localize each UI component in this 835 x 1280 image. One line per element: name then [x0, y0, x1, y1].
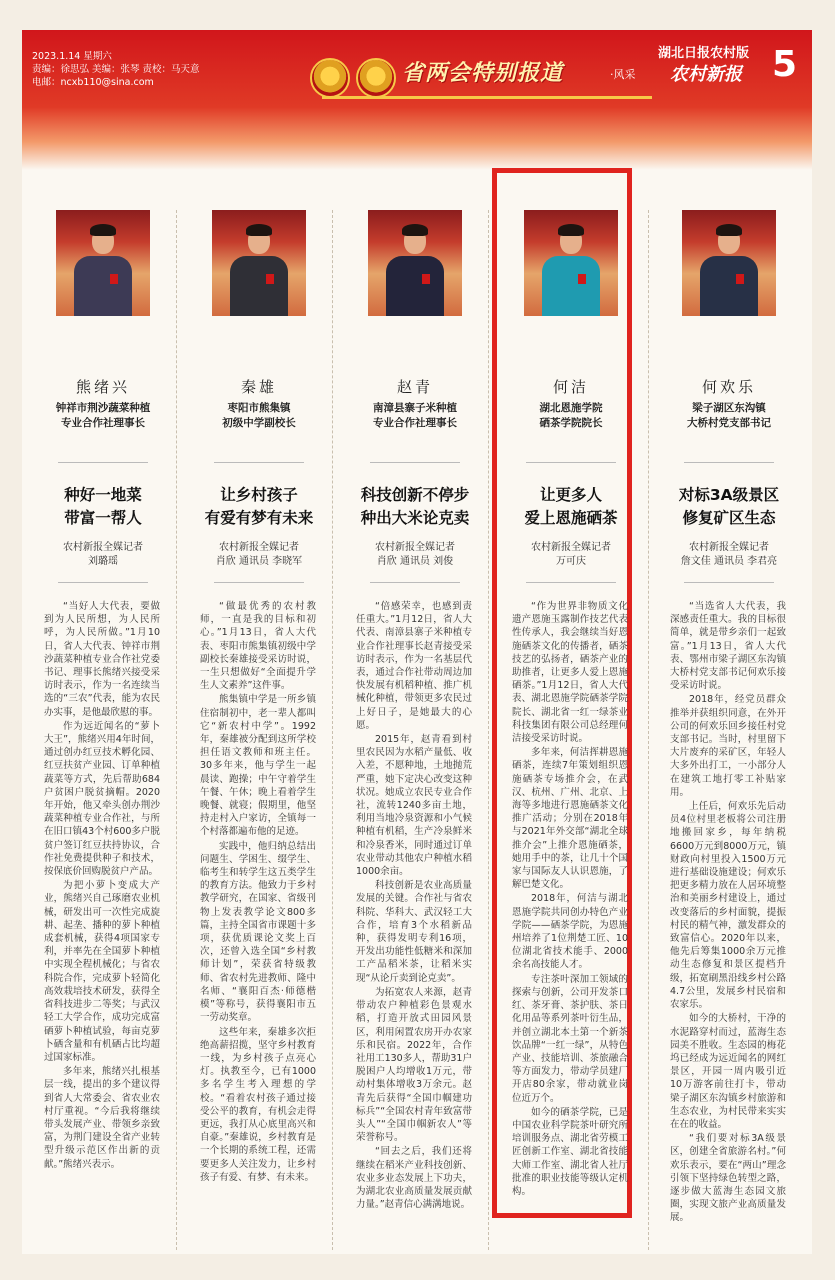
issue-date: 2023.1.14 星期六: [32, 51, 112, 62]
article-body: [356, 600, 472, 1212]
article-body: [200, 600, 316, 1185]
article-paragraph: 专注茶叶深加工领域的探索与创新，公司开发茶口红、茶牙膏、茶护肤、茶日化用品等系列茶叶衍生品，并创立湖北本土第一个新茶饮品牌“一红一绿”，从特色产业、技能培训、茶旅融合等方面发力，带动学员建厂开店80余家，带动就业岗位近万个。: [512, 973, 628, 1104]
article-paragraph: 如今的硒茶学院，已是中国农业科学院茶叶研究所培训服务点、湖北省劳模工匠创新工作室、湖北省技能大师工作室、湖北省人社厅批准的职业技能等级认定机构。: [512, 1106, 628, 1197]
article-paragraph: 这些年来，秦雄多次拒绝高薪招揽，坚守乡村教育一线，为乡村孩子点亮心灯。执教至今，已有1000多名学生考入理想的学校。“看着农村孩子通过接受公平的教育，有机会走得更远，我打从心底里高兴和自豪。”秦雄说，乡村教育是一个长期的系统工程，还需要更多人关注发力，让乡村孩子有爱、有梦、有未来。: [200, 1026, 316, 1183]
editor-credits: 责编：徐思弘 美编：张琴 责校：马天意: [32, 64, 200, 75]
column-divider: [176, 210, 177, 1250]
column-divider: [488, 210, 489, 1250]
delegate-photo: [212, 210, 306, 316]
article-body: [512, 600, 628, 1199]
photo-body: [700, 256, 758, 316]
page-number: 5: [772, 44, 798, 85]
byline-line: 詹文佳 通讯员 李君亮: [680, 556, 778, 567]
delegate-photo: [56, 210, 150, 316]
article-paragraph: 为把小萝卜变成大产业，熊绪兴自己琢磨农业机械，研发出可一次性完成旋耕、起垄、播种的萝卜种植成套机械，获得4项国家专利，并率先在全国萝卜种植中实现全程机械化；与省农科院合作，完成萝卜轻简化高效栽培技术研发，获得全省科技进步二等奖；与武汉轻工大学合作，成功完成富硒萝卜种植试验，每亩克萝卜硒含量和有机硒占比均超过国家标准。: [44, 880, 160, 1063]
article-paragraph: 作为远近闻名的“萝卜大王”，熊绪兴用4年时间，通过创办红豆技术孵化园、红豆扶贫产业园、订单种植蔬菜等方式，先后帮助684户贫困户脱贫摘帽。2020年开始，他又牵头创办荆沙蔬菜种植专业合作社，与所在旧口镇43个村600多户脱贫户签订红豆扶持协议，合作社免费提供种子和技术，按保底价回购脱贫户产品。: [44, 720, 160, 878]
article-paragraph: “当选省人大代表，我深感责任重大。我的目标很简单，就是带乡亲们一起致富。”1月13日，省人大代表、鄂州市梁子湖区东沟镇大桥村党支部书记何欢乐接受采访时说。: [670, 601, 786, 692]
byline-line: 肖欣 通讯员 李晓军: [215, 556, 303, 567]
article-headline: [662, 484, 796, 530]
article-body: [44, 600, 160, 1172]
delegate-photo: [368, 210, 462, 316]
article-paragraph: 实践中，他归纳总结出问题生、学困生、缀学生、临考生和转学生这五类学生的教育方法。他致力于乡村教学研究，在国家、省级刊物上发表教学论文800多篇，主持全国省市课题十多项，获优质课论文奖上百次，还曾入选全国“乡村教师计划”，荣获省特级教师、省农村先进教师、隆中名师、“襄阳百杰·师德楷模”等称号，获得襄阳市五一劳动奖章。: [200, 840, 316, 1024]
delegate-name: 赵青: [396, 378, 433, 396]
article-paragraph: 熊集镇中学是一所乡镇住宿制初中，老一辈人都叫它“新农村中学”。1992年，秦雄被分配到这所学校担任语文教师和班主任。30多年来，他与学生一起晨读、跑操；中午守着学生午餐、午休；晚上看着学生晚餐、就寝；假期里，他坚持走村入户家访，全镇每一个村落都遍布他的足迹。: [200, 694, 316, 838]
article-paragraph: “倍感荣幸，也感到责任重大。”1月12日，省人大代表、南漳县寨子米种植专业合作社理事长赵青接受采访时表示，作为一名基层代表，通过合作社带动周边加快发展有机稻种植、推广机械化种植，带领更多农民过上好日子，是她最大的心愿。: [356, 601, 472, 731]
delegate-role: [192, 401, 326, 431]
contact-email: 电邮：ncxb110@sina.com: [32, 77, 154, 88]
article-byline: [348, 541, 482, 569]
headline-line: 有爱有梦有未来: [204, 509, 314, 527]
separator-line: [370, 582, 460, 583]
national-emblem-icon: [310, 58, 350, 98]
delegate-role: [504, 401, 638, 431]
article-headline: [192, 484, 326, 530]
photo-body: [230, 256, 288, 316]
separator-line: [526, 582, 616, 583]
role-line: 钟祥市荆沙蔬菜种植: [55, 402, 151, 414]
role-line: 湖北恩施学院: [539, 402, 603, 414]
byline-line: 农村新报全媒记者: [63, 542, 143, 553]
headline-line: 科技创新不停步: [360, 486, 470, 504]
role-line: 枣阳市熊集镇: [227, 402, 291, 414]
delegate-name: 何欢乐: [701, 378, 756, 396]
column-divider: [648, 210, 649, 1250]
cppcc-emblem-icon: [356, 58, 396, 98]
headline-line: 种出大米论克卖: [360, 509, 470, 527]
byline-line: 农村新报全媒记者: [531, 542, 611, 553]
banner-underline: [322, 96, 652, 99]
article-paragraph: “作为世界非物质文化遗产恩施玉露制作技艺代表性传承人，我会继续当好恩施硒茶文化的传播者，硒茶技艺的弘扬者，硒茶产业的助推者，让更多人爱上恩施硒茶。”1月12日，省人大代表、湖北恩施学院硒茶学院院长、湖北省一红一绿茶业科技集团有限公司总经理何洁接受采访时说。: [512, 601, 628, 745]
delegate-name: 熊绪兴: [75, 378, 130, 396]
delegate-name: 何洁: [552, 378, 589, 396]
headline-line: 带富一帮人: [64, 509, 142, 527]
headline-line: 修复矿区生态: [682, 509, 776, 527]
delegate-photo: [682, 210, 776, 316]
photo-body: [542, 256, 600, 316]
newspaper-page: [22, 30, 812, 1254]
role-line: 南漳县寨子米种植: [373, 402, 457, 414]
article-paragraph: 如今的大桥村，干净的水泥路穿村而过，蓝海生态园美不胜收。生态园的梅花坞已经成为远近闻名的网红景区，开园一周内吸引近10万游客前往打卡，带动梁子湖区东沟镇乡村旅游和生态农业，为村民带来实实在在的收益。: [670, 1013, 786, 1130]
article-byline: [504, 541, 638, 569]
newspaper-name: 湖北日报农村版: [658, 46, 750, 61]
separator-line: [58, 582, 148, 583]
role-line: 初级中学副校长: [222, 417, 296, 429]
role-line: 硒茶学院院长: [539, 417, 603, 429]
banner-title: 省两会特别报道: [402, 61, 564, 86]
article-paragraph: 为拓宽农人来源，赵青带动农户种植彩色景观水稻，打造开放式田园风景区，利用闲置农房开办农家乐和民宿。2022年，合作社用工130多人，帮助31户脱困户人均增收1万元，带动村集体增收3万余元。赵青先后获得“全国巾帼建功标兵”“全国农村青年致富带头人”“全国巾帼新农人”等荣誉称号。: [356, 986, 472, 1144]
separator-line: [370, 462, 460, 463]
separator-line: [58, 462, 148, 463]
photo-body: [386, 256, 444, 316]
article-paragraph: 多年来，何洁挥耕恩施硒茶，连续7年策划组织恩施硒茶专场推介会，在武汉、杭州、广州、北京、上海等多地进行恩施硒茶文化推广活动；分别在2018年与2021年外交部“湖北全球推介会”上推介恩施硒茶，她用手中的茶，让几十个国家与国际友人认识恩施，了解巴楚文化。: [512, 747, 628, 891]
headline-line: 让更多人: [539, 486, 602, 504]
article-paragraph: “做最优秀的农村教师，一直是我的目标和初心。”1月13日，省人大代表、枣阳市熊集镇初级中学副校长秦雄接受采访时说，一生只想做好“全面提升学生人文素养”这件事。: [200, 601, 316, 692]
byline-line: 万可庆: [556, 556, 586, 567]
delegate-role: [36, 401, 170, 431]
page-header: [22, 30, 812, 170]
article-paragraph: “当好人大代表，要做到为人民所想，为人民所呼，为人民所做。”1月10日，省人大代表、钟祥市荆沙蔬菜种植专业合作社党委书记、理事长熊绪兴接受采访时表示，作为一名连续当选的“三农”代表，能为农民办实事，是他最欣慰的事。: [44, 601, 160, 718]
delegate-role: [662, 401, 796, 431]
byline-line: 肖欣 通讯员 刘俊: [376, 556, 454, 567]
separator-line: [214, 462, 304, 463]
article-paragraph: 多年来，熊绪兴扎根基层一线，提出的多个建议得到省人大常委会、省农业农村厅重视。“今后我将继续带头发展产业、带领乡亲致富，为荆门建设全省产业转型升级示范区作出新的贡献。”熊绪兴表示。: [44, 1066, 160, 1170]
role-line: 专业合作社理事长: [373, 417, 457, 429]
delegate-role: [348, 401, 482, 431]
newspaper-logo: 农村新报: [670, 64, 742, 85]
article-paragraph: 2018年，经党员群众推举并获组织同意，在外开公司的何欢乐回乡接任村党支部书记。当时，村里留下大片废弃的采矿区，年轻人大多外出打工，一小部分人在建筑工地打零工补贴家用。: [670, 694, 786, 798]
article-paragraph: 科技创新是农业高质量发展的关键。合作社与省农科院、华科大、武汉轻工大合作，培育3个水稻新品种，获得发明专利16项，开发出功能性低糖米和深加工产品稻米茶，让稻米实现“从论斤卖到论克卖”。: [356, 880, 472, 984]
article-paragraph: 2015年，赵青看到村里农民因为水稻产量低、收入差，不愿种地，土地抛荒严重，她下定决心改变这种状况。她成立农民专业合作社，流转1240多亩土地，利用当地冷泉资源和小气候种植有机稻，生产冷泉鲜米和冷泉香米，同时通过订单农业带动其他农户种植水稻1000余亩。: [356, 734, 472, 878]
article-paragraph: 上任后，何欢乐先后动员4位村里老板将公司注册地搬回家乡，每年纳税6600万元到8000万元，镇财政向村里投入1500万元进行基础设施建设；何欢乐把更多精力放在人居环境整治和美丽乡村建设上，通过改变落后的乡村面貌，提振村民的精气神，激发群众的致富信心。2020年以来，他先后筹集1000余万元推动生态修复和景区提档升级，拓宽刷黑沿线乡村公路4.7公里，发展乡村民宿和农家乐。: [670, 801, 786, 1011]
delegate-name: 秦雄: [240, 378, 277, 396]
headline-line: 让乡村孩子: [220, 486, 298, 504]
banner-subtitle: ·风采: [610, 68, 636, 81]
delegate-photo: [524, 210, 618, 316]
separator-line: [684, 582, 774, 583]
article-byline: [192, 541, 326, 569]
article-body: [670, 600, 786, 1226]
headline-line: 对标3A级景区: [678, 486, 780, 504]
edition-info: [32, 50, 200, 89]
byline-line: 农村新报全媒记者: [375, 542, 455, 553]
article-paragraph: “我们要对标3A级景区，创建全省旅游名村。”何欢乐表示，要在“两山”理念引领下坚持绿色转型之路，逐步做大蓝海生态园文旅圈，实现文旅产业高质量发展。: [670, 1133, 786, 1224]
photo-body: [74, 256, 132, 316]
article-headline: [36, 484, 170, 530]
headline-line: 爱上恩施硒茶: [524, 509, 618, 527]
byline-line: 刘璐瑶: [88, 556, 118, 567]
separator-line: [214, 582, 304, 583]
headline-line: 种好一地菜: [64, 486, 142, 504]
article-paragraph: “回去之后，我们还将继续在稻米产业科技创新、农业多业态发展上下功夫，为湖北农业高质量发展贡献力量。”赵青信心满满地说。: [356, 1146, 472, 1211]
role-line: 梁子湖区东沟镇: [692, 402, 766, 414]
article-paragraph: 2018年，何洁与湖北恩施学院共同创办特色产业学院——硒茶学院，为恩施州培养了1位荆楚工匠、10位湖北省技术能手、2000余名高技能人才。: [512, 893, 628, 971]
column-divider: [332, 210, 333, 1250]
byline-line: 农村新报全媒记者: [219, 542, 299, 553]
role-line: 专业合作社理事长: [61, 417, 145, 429]
byline-line: 农村新报全媒记者: [689, 542, 769, 553]
separator-line: [526, 462, 616, 463]
article-byline: [36, 541, 170, 569]
article-byline: [662, 541, 796, 569]
separator-line: [684, 462, 774, 463]
article-headline: [348, 484, 482, 530]
article-headline: [504, 484, 638, 530]
role-line: 大桥村党支部书记: [687, 417, 771, 429]
